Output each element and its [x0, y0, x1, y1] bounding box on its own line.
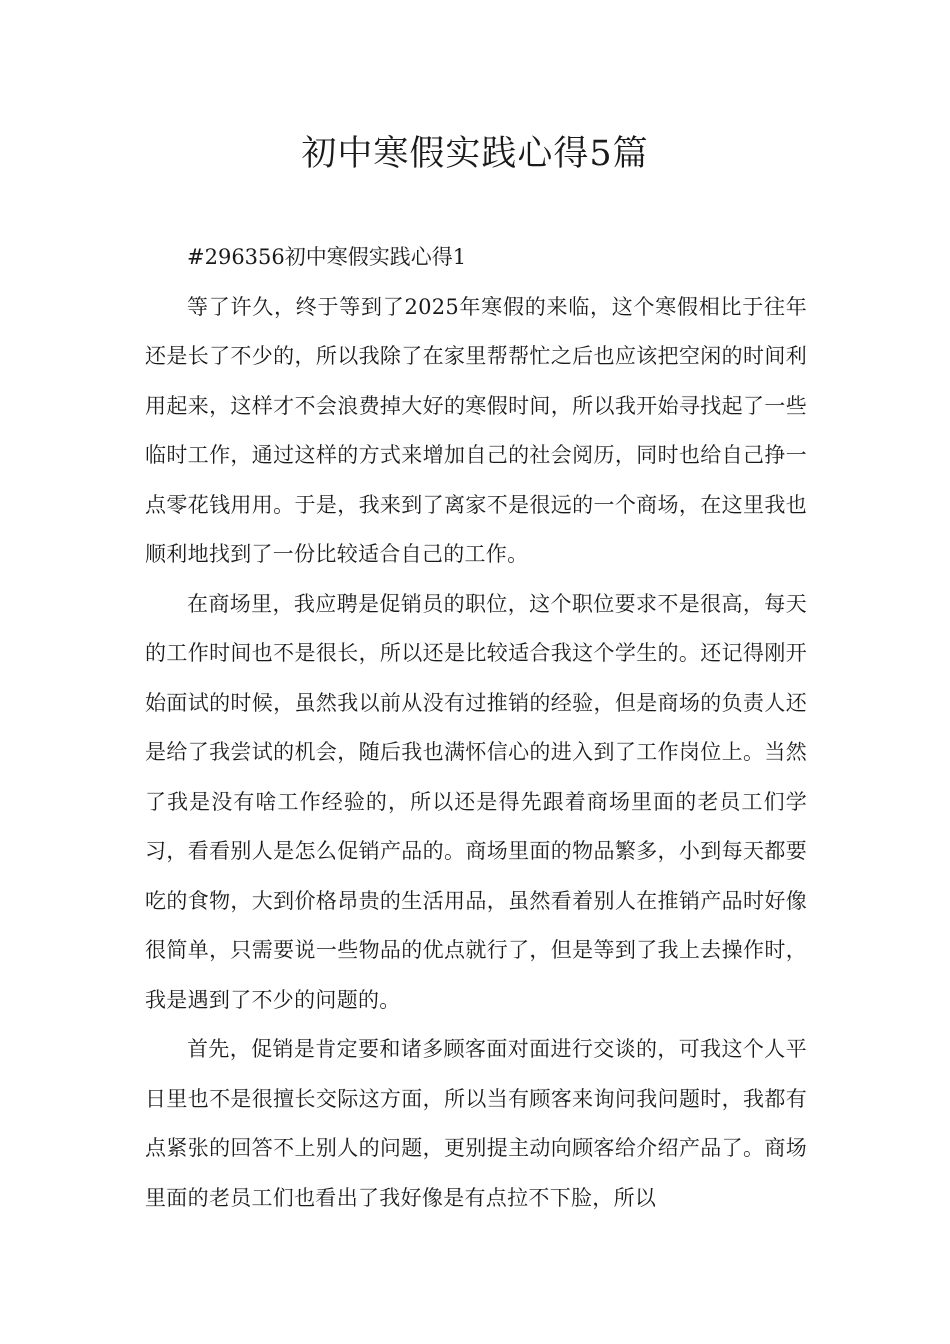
document-title: 初中寒假实践心得5篇 — [301, 134, 649, 174]
paragraph-3: 首先，促销是肯定要和诸多顾客面对面进行交谈的，可我这个人平日里也不是很擅长交际这方面，所以当有顾客来询问我问题时，我都有点紧张的回答不上别人的问题，更别提主动向顾客给介绍产品了。商场里面的老员工们也看出了我好像是有点拉不下脸，所以 — [145, 1037, 807, 1210]
paragraph-2: 在商场里，我应聘是促销员的职位，这个职位要求不是很高，每天的工作时间也不是很长，所以还是比较适合我这个学生的。还记得刚开始面试的时候，虽然我以前从没有过推销的经验，但是商场的负责人还是给了我尝试的机会，随后我也满怀信心的进入到了工作岗位上。当然了我是没有啥工作经验的，所以还是得先跟着商场里面的老员工们学习，看看别人是怎么促销产品的。商场里面的物品繁多，小到每天都要吃的食物，大到价格昂贵的生活用品，虽然看着别人在推销产品时好像很简单，只需要说一些物品的优点就行了，但是等到了我上去操作时，我是遇到了不少的问题的。 — [145, 591, 807, 1012]
section-heading: #296356初中寒假实践心得1 — [187, 245, 467, 269]
document-body — [145, 233, 807, 1223]
paragraph-1: 等了许久，终于等到了2025年寒假的来临，这个寒假相比于往年还是长了不少的，所以我除了在家里帮帮忙之后也应该把空闲的时间利用起来，这样才不会浪费掉大好的寒假时间，所以我开始寻找起了一些临时工作，通过这样的方式来增加自己的社会阅历，同时也给自己挣一点零花钱用用。于是，我来到了离家不是很远的一个商场，在这里我也顺利地找到了一份比较适合自己的工作。 — [145, 294, 807, 566]
